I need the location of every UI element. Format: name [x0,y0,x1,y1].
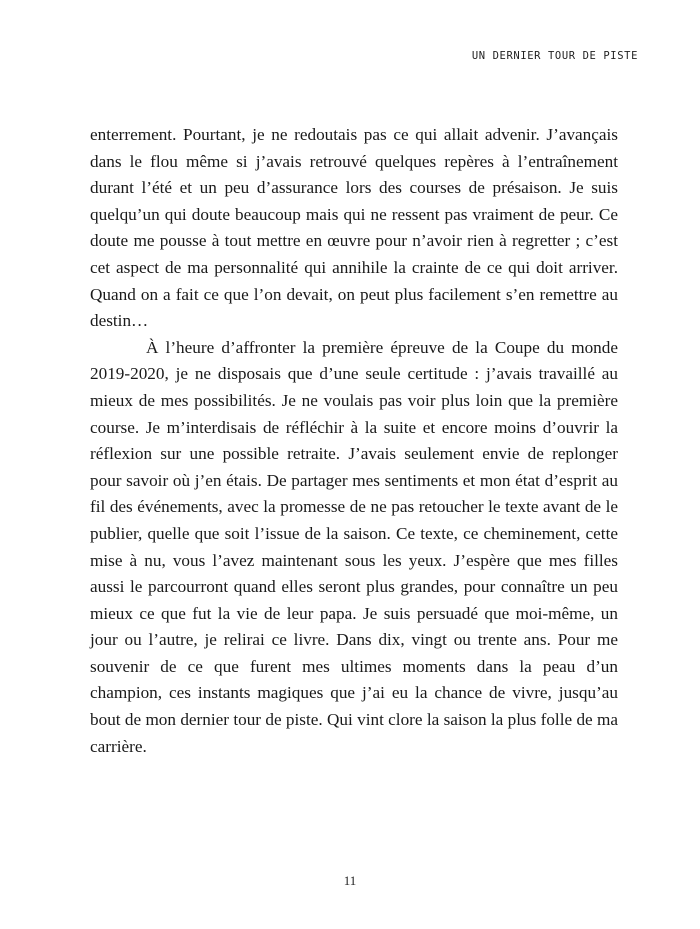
running-header: UN DERNIER TOUR DE PISTE [471,50,638,62]
page-number: 11 [343,873,357,888]
paragraph: À l’heure d’affronter la première épreuve de la Coupe du monde 2019-2020, je ne disposais que d’une seule certitude : j’avais travaillé au mieux de mes possibilités. Je ne voulais pas voir plus loin que la première course. Je m’interdisais de réfléchir à la suite et encore moins d’ouvrir la réflexion sur une possible retraite. J’avais seulement envie de replonger pour savoir où j’en étais. De partager mes sentiments et mon état d’esprit au fil des événements, avec la promesse de ne pas retoucher le texte avant de le publier, quelle que soit l’issue de la saison. Ce texte, ce cheminement, cette mise à nu, vous l’avez maintenant sous les yeux. J’espère que mes filles aussi le parcourront quand elles seront plus grandes, pour connaître un peu mieux ce que fut la vie de leur papa. Je suis persuadé que moi-même, un jour ou l’autre, je relirai ce livre. Dans dix, vingt ou trente ans. Pour me souvenir de ce que furent mes ultimes moments dans la peau d’un champion, ces instants magiques que j’ai eu la chance de vivre, jusqu’au bout de mon dernier tour de piste. Qui vint clore la saison la plus folle de ma carrière. [90,337,618,756]
body-text [90,122,618,760]
paragraph-continued: enterrement. Pourtant, je ne redoutais pas ce qui allait advenir. J’avançais dans le flou même si j’avais retrouvé quelques repères à l’entraînement durant l’été et un peu d’assurance lors des courses de présaison. Je suis quelqu’un qui doute beaucoup mais qui ne ressent pas vraiment de peur. Ce doute me pousse à tout mettre en œuvre pour n’avoir rien à regretter ; c’est cet aspect de ma personnalité qui annihile la crainte de ce qui doit arriver. Quand on a fait ce que l’on devait, on peut plus facilement s’en remettre au destin… [90,125,618,331]
